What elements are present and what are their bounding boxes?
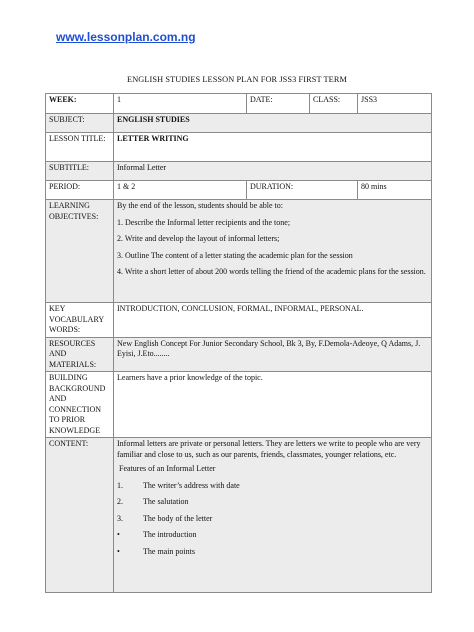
feature-text: The salutation — [143, 497, 189, 506]
duration-value: 80 mins — [358, 181, 432, 200]
resources-value: New English Concept For Junior Secondary School, Bk 3, By, F.Demola-Adeoye, Q Adams, J. Eyisi, J.Eto........ — [114, 337, 432, 372]
objective-item: 1. Describe the Informal letter recipients and the tone; — [117, 217, 291, 227]
objective-item: 3. Outline The content of a letter stating the academic plan for the session — [117, 250, 353, 260]
duration-label: DURATION: — [247, 181, 358, 200]
subtitle-row — [46, 162, 432, 181]
background-value: Learners have a prior knowledge of the topic. — [114, 372, 432, 438]
objective-item: 2. Write and develop the layout of informal letters; — [117, 234, 280, 243]
feature-item — [117, 497, 428, 508]
vocabulary-value: INTRODUCTION, CONCLUSION, FORMAL, INFORMAL, PERSONAL. — [114, 303, 432, 338]
period-label: PERIOD: — [46, 181, 114, 200]
week-label: WEEK: — [46, 94, 114, 114]
feature-marker: • — [117, 530, 120, 539]
feature-item — [117, 514, 428, 525]
feature-item — [117, 530, 428, 541]
lesson-plan-table — [45, 93, 432, 593]
document-title: ENGLISH STUDIES LESSON PLAN FOR JSS3 FIRST TERM — [127, 75, 347, 84]
feature-text: The main points — [143, 546, 195, 556]
content-row — [46, 438, 432, 593]
feature-marker: • — [117, 546, 120, 556]
feature-marker: 1. — [117, 480, 123, 490]
vocabulary-row — [46, 303, 432, 338]
subtitle-label: SUBTITLE: — [46, 162, 114, 181]
content-paragraph: Informal letters are private or personal letters. They are letters we write to people who are very familiar and close to us, such as our parents, friends, classmates, younger relations, etc. — [117, 439, 421, 459]
resources-row — [46, 337, 432, 372]
subject-label: SUBJECT: — [46, 114, 114, 133]
lesson-title-value: LETTER WRITING — [114, 133, 432, 162]
background-row — [46, 372, 432, 438]
subject-value: ENGLISH STUDIES — [114, 114, 432, 133]
class-value: JSS3 — [358, 94, 432, 114]
objectives-row — [46, 200, 432, 303]
content-label: CONTENT: — [46, 438, 114, 593]
feature-text: The body of the letter — [143, 513, 213, 523]
date-label — [247, 94, 310, 114]
vocabulary-label: KEY VOCABULARY WORDS: — [46, 303, 114, 338]
background-label: BUILDING BACKGROUND AND CONNECTION TO PRIOR KNOWLEDGE — [46, 372, 114, 438]
subject-row — [46, 114, 432, 133]
week-row — [46, 94, 432, 114]
week-value: 1 — [114, 94, 247, 114]
period-value: 1 & 2 — [114, 181, 247, 200]
subtitle-value: Informal Letter — [114, 162, 432, 181]
period-row — [46, 181, 432, 200]
objective-item: 4. Write a short letter of about 200 words telling the friend of the academic plans for the session. — [117, 267, 426, 276]
feature-text: The writer’s address with date — [143, 480, 240, 490]
features-heading: Features of an Informal Letter — [119, 464, 216, 473]
date-label-text: DATE: — [250, 95, 273, 104]
resources-label: RESOURCES AND MATERIALS: — [46, 337, 114, 372]
feature-item — [117, 481, 428, 492]
objectives-intro: By the end of the lesson, students should be able to: — [117, 201, 283, 210]
content-body — [114, 438, 432, 593]
lesson-title-label: LESSON TITLE: — [46, 133, 114, 162]
lesson-title-row — [46, 133, 432, 162]
feature-marker: 3. — [117, 513, 123, 523]
feature-marker: 2. — [117, 497, 123, 506]
objectives-label: LEARNING OBJECTIVES: — [46, 200, 114, 303]
feature-item — [117, 547, 428, 558]
class-label: CLASS: — [310, 94, 358, 114]
website-link[interactable]: www.lessonplan.com.ng — [56, 30, 196, 44]
objectives-content — [114, 200, 432, 303]
feature-text: The introduction — [143, 530, 197, 539]
